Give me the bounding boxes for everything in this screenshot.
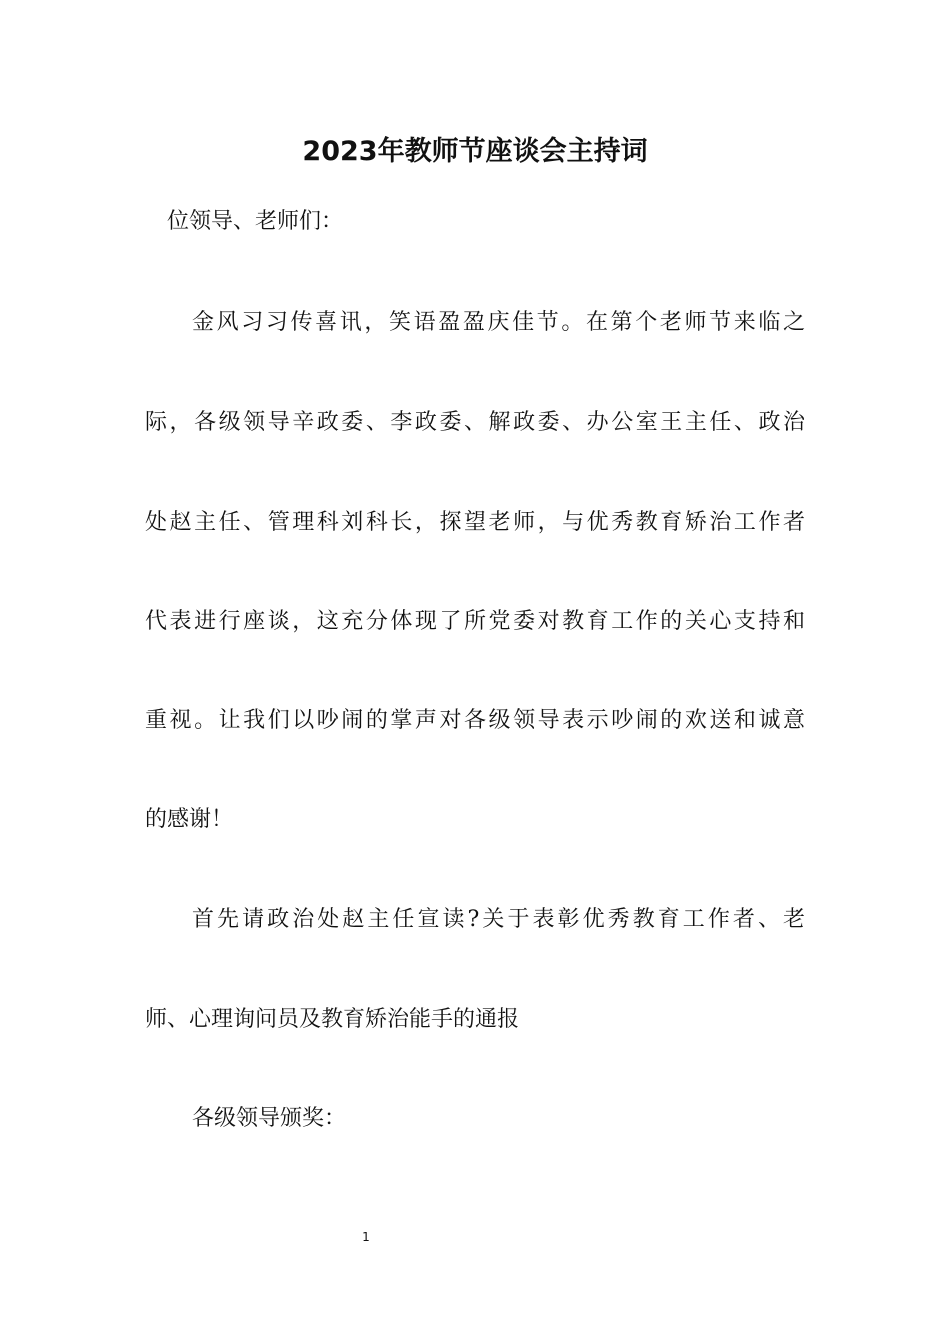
paragraph1-line: 的感谢！ xyxy=(145,807,234,832)
document-title: 2023年教师节座谈会主持词 xyxy=(302,136,648,167)
salutation: 位领导、老师们： xyxy=(167,209,344,234)
paragraph2-line: 师、心理询问员及教育矫治能手的通报 xyxy=(145,1007,520,1032)
paragraph3: 各级领导颁奖： xyxy=(192,1106,347,1131)
paragraph1-line: 重视。让我们以吵闹的掌声对各级领导表示吵闹的欢送和诚意 xyxy=(145,708,805,733)
page-number: 1 xyxy=(362,1230,370,1244)
paragraph1-line: 金风习习传喜讯，笑语盈盈庆佳节。在第个老师节来临之 xyxy=(192,310,805,335)
paragraph2-line: 首先请政治处赵主任宣读?关于表彰优秀教育工作者、老 xyxy=(192,907,805,932)
paragraph1-line: 际，各级领导辛政委、李政委、解政委、办公室王主任、政治 xyxy=(145,410,805,435)
paragraph1-line: 代表进行座谈，这充分体现了所党委对教育工作的关心支持和 xyxy=(145,609,805,634)
paragraph1-line: 处赵主任、管理科刘科长，探望老师，与优秀教育矫治工作者 xyxy=(145,510,805,535)
